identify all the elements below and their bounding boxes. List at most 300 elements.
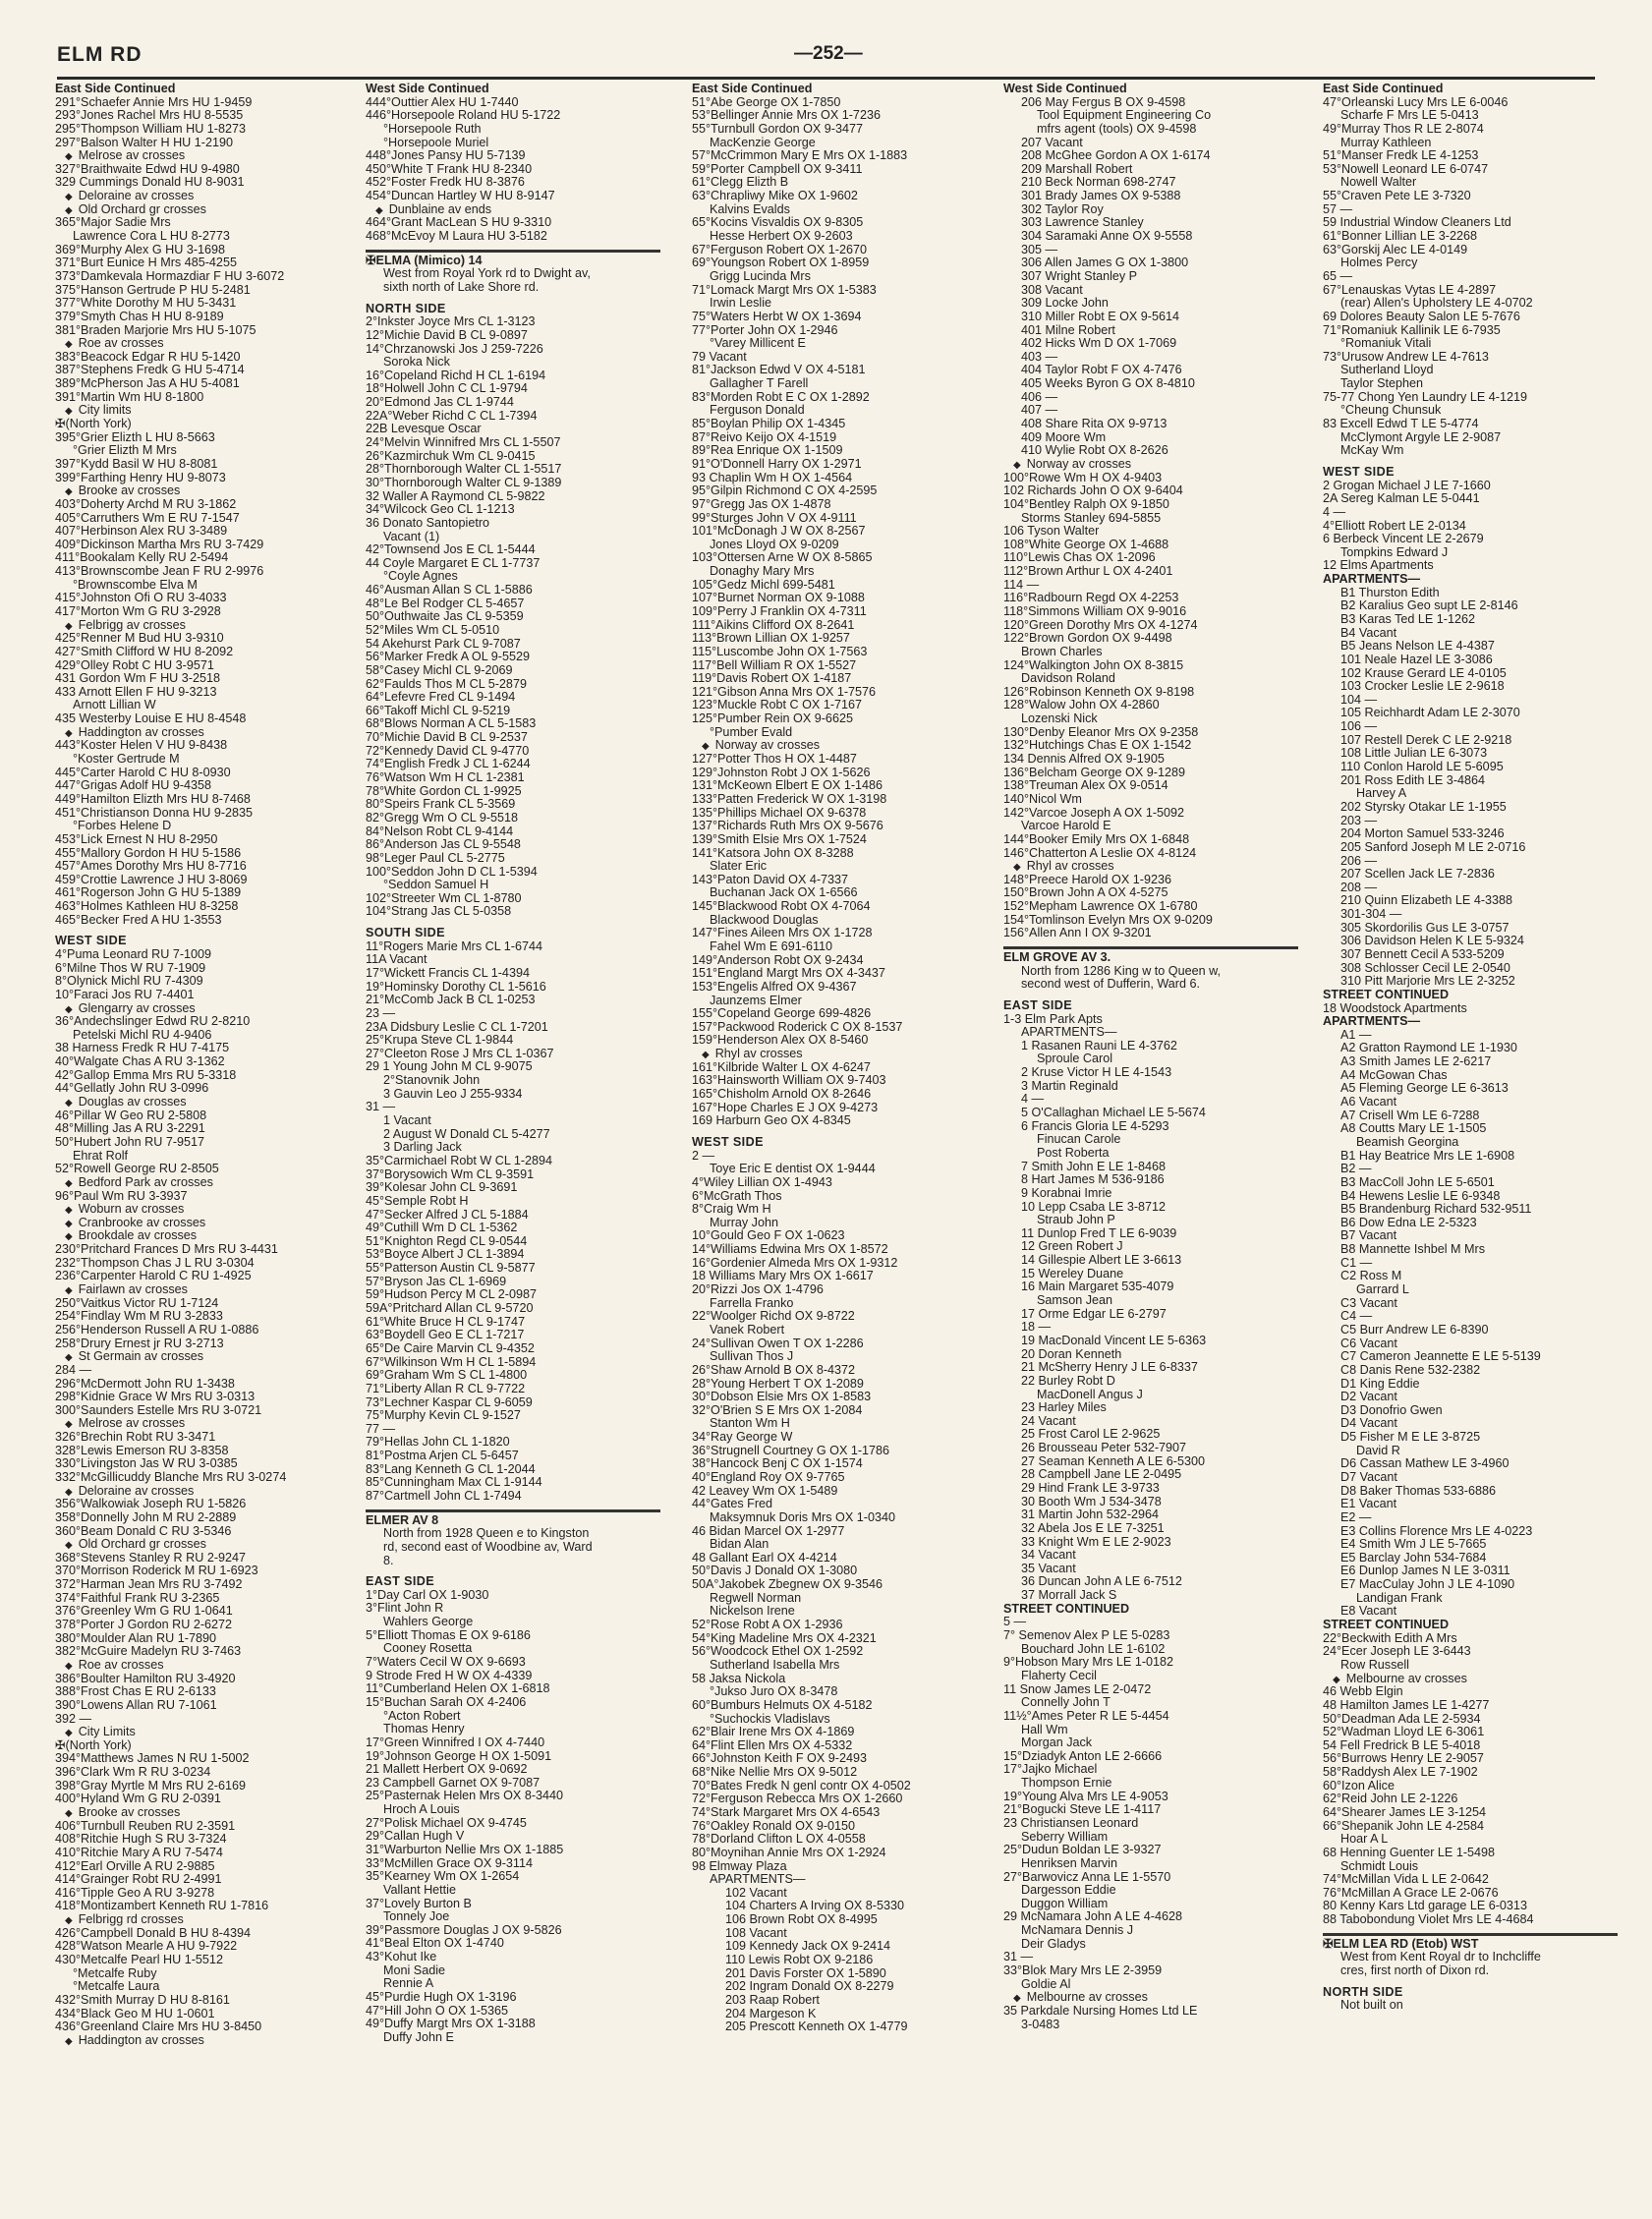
listing-entry: °Brownscombe Elva M bbox=[73, 578, 198, 592]
listing-entry: 295°Thompson William HU 1-8273 bbox=[55, 122, 247, 136]
cross-street-marker: ◆ Melrose av crosses bbox=[55, 149, 350, 163]
listing-entry: 144°Booker Emily Mrs OX 1-6848 bbox=[1003, 832, 1190, 846]
listing-entry: 27°Cleeton Rose J Mrs CL 1-0367 bbox=[366, 1047, 554, 1060]
listing-entry: 59 Industrial Window Cleaners Ltd bbox=[1323, 216, 1511, 230]
listing-entry: 112°Brown Arthur L OX 4-2401 bbox=[1003, 565, 1173, 579]
listing-entry: 81°Jackson Edwd V OX 4-5181 bbox=[692, 364, 866, 377]
listing-entry: 18 — bbox=[1021, 1321, 1052, 1335]
listing-entry: Hall Wm bbox=[1021, 1723, 1068, 1736]
listing-entry: 74°McMillan Vida L LE 2-0642 bbox=[1323, 1873, 1489, 1887]
listing-entry: 306 Davidson Helen K LE 5-9324 bbox=[1340, 935, 1524, 948]
listing-entry: 130°Denby Eleanor Mrs OX 9-2358 bbox=[1003, 725, 1199, 739]
listing-entry: 125°Pumber Rein OX 9-6625 bbox=[692, 712, 853, 726]
street-description: West from Royal York rd to Dwight av, bbox=[383, 267, 591, 281]
listing-entry: B3 MacColl John LE 5-6501 bbox=[1340, 1175, 1495, 1189]
listing-entry: 51°Abe George OX 1-7850 bbox=[692, 95, 841, 109]
listing-entry: 426°Campbell Donald B HU 8-4394 bbox=[55, 1926, 251, 1940]
listing-entry: Arnott Lillian W bbox=[73, 699, 156, 712]
listing-entry: 146°Chatterton A Leslie OX 4-8124 bbox=[1003, 846, 1197, 860]
street-heading: ✠ELMA (Mimico) 14 bbox=[366, 250, 660, 268]
listing-entry: 17°Wickett Francis CL 1-4394 bbox=[366, 967, 530, 980]
listing-entry: 82°Gregg Wm O CL 9-5518 bbox=[366, 811, 519, 825]
listing-entry: B1 Hay Beatrice Mrs LE 1-6908 bbox=[1340, 1149, 1515, 1163]
cross-street-marker: ◆ Haddington av crosses bbox=[55, 726, 350, 740]
listing-entry: Goldie Al bbox=[1021, 1977, 1071, 1991]
listing-entry: Vanek Robert bbox=[710, 1323, 785, 1337]
listing-entry: Fahel Wm E 691-6110 bbox=[710, 940, 833, 953]
listing-entry: 123°Muckle Robt C OX 1-7167 bbox=[692, 699, 863, 712]
listing-entry: 100°Rowe Wm H OX 4-9403 bbox=[1003, 471, 1163, 484]
listing-entry: 46 Webb Elgin bbox=[1323, 1685, 1403, 1699]
listing-entry: 372°Harman Jean Mrs RU 3-7492 bbox=[55, 1578, 243, 1592]
listing-entry: 327°Braithwaite Edwd HU 9-4980 bbox=[55, 162, 240, 176]
listing-entry: 32 Abela Jos E LE 7-3251 bbox=[1021, 1521, 1165, 1535]
listing-entry: 46°Ausman Allan S CL 1-5886 bbox=[366, 584, 533, 597]
listing-entry: 42 Leavey Wm OX 1-5489 bbox=[692, 1484, 838, 1498]
listing-entry: 9°Hobson Mary Mrs LE 1-0182 bbox=[1003, 1656, 1174, 1670]
listing-entry: 80 Kenny Kars Ltd garage LE 6-0313 bbox=[1323, 1900, 1527, 1913]
listing-entry: 380°Moulder Alan RU 1-7890 bbox=[55, 1631, 216, 1645]
listing-entry: 2 August W Donald CL 5-4277 bbox=[383, 1127, 550, 1141]
listing-entry: 25°Pasternak Helen Mrs OX 8-3440 bbox=[366, 1790, 564, 1803]
listing-entry: 70°Bates Fredk N genl contr OX 4-0502 bbox=[692, 1779, 911, 1792]
listing-entry: 30 Booth Wm J 534-3478 bbox=[1021, 1495, 1162, 1508]
listing-entry: 414°Grainger Robt RU 2-4991 bbox=[55, 1873, 222, 1887]
listing-entry: 17°Jajko Michael bbox=[1003, 1763, 1098, 1777]
listing-entry: 63°Boydell Geo E CL 1-7217 bbox=[366, 1329, 525, 1342]
listing-entry: 408 Share Rita OX 9-9713 bbox=[1021, 418, 1168, 431]
listing-entry: 41°Beal Elton OX 1-4740 bbox=[366, 1937, 504, 1951]
listing-entry: B6 Dow Edna LE 2-5323 bbox=[1340, 1216, 1477, 1229]
listing-entry: 114 — bbox=[1003, 578, 1040, 592]
listing-entry: 57°Bryson Jas CL 1-6969 bbox=[366, 1275, 507, 1288]
listing-entry: C2 Ross M bbox=[1340, 1270, 1402, 1283]
listing-entry: E1 Vacant bbox=[1340, 1498, 1397, 1511]
listing-entry: °Metcalfe Ruby bbox=[73, 1966, 157, 1980]
listing-entry: 50°Deadman Ada LE 2-5934 bbox=[1323, 1712, 1481, 1726]
listing-entry: 109°Perry J Franklin OX 4-7311 bbox=[692, 604, 867, 618]
listing-entry: 300°Saunders Estelle Mrs RU 3-0721 bbox=[55, 1403, 262, 1417]
listing-entry: E5 Barclay John 534-7684 bbox=[1340, 1551, 1487, 1565]
listing-entry: 12 Green Robert J bbox=[1021, 1240, 1123, 1254]
listing-entry: 445°Carter Harold C HU 8-0930 bbox=[55, 766, 231, 779]
listing-entry: 37°Borysowich Wm CL 9-3591 bbox=[366, 1167, 535, 1181]
cross-street-marker: ◆ Haddington av crosses bbox=[55, 2034, 350, 2048]
listing-entry: 25 Frost Carol LE 2-9625 bbox=[1021, 1428, 1161, 1442]
listing-entry: E7 MacCulay John J LE 4-1090 bbox=[1340, 1578, 1515, 1592]
listing-entry: 19 MacDonald Vincent LE 5-6363 bbox=[1021, 1334, 1207, 1347]
listing-entry: Flaherty Cecil bbox=[1021, 1669, 1097, 1682]
street-description: sixth north of Lake Shore rd. bbox=[383, 280, 540, 294]
listing-entry: 201 Ross Edith LE 3-4864 bbox=[1340, 773, 1486, 787]
listing-entry: 32 Waller A Raymond CL 5-9822 bbox=[366, 489, 545, 503]
listing-entry: 77°Porter John OX 1-2946 bbox=[692, 323, 838, 337]
listing-entry: 309 Locke John bbox=[1021, 297, 1109, 311]
listing-entry: B5 Jeans Nelson LE 4-4387 bbox=[1340, 640, 1495, 654]
listing-entry: 145°Blackwood Robt OX 4-7064 bbox=[692, 900, 871, 914]
listing-entry: Duffy John E bbox=[383, 2030, 454, 2044]
listing-entry: 73°Lechner Kaspar CL 9-6059 bbox=[366, 1395, 533, 1409]
listing-entry: Finucan Carole bbox=[1037, 1133, 1121, 1147]
listing-entry: 284 — bbox=[55, 1363, 92, 1377]
listing-entry: 113°Brown Lillian OX 1-9257 bbox=[692, 632, 850, 646]
listing-entry: Irwin Leslie bbox=[710, 297, 771, 311]
listing-entry: 55°Patterson Austin CL 9-5877 bbox=[366, 1262, 536, 1276]
listing-entry: A2 Gratton Raymond LE 1-1930 bbox=[1340, 1042, 1517, 1055]
listing-entry: 70°Michie David B CL 9-2537 bbox=[366, 731, 528, 745]
listing-entry: 2°Inkster Joyce Mrs CL 1-3123 bbox=[366, 315, 536, 329]
listing-entry: 75°Murphy Kevin CL 9-1527 bbox=[366, 1409, 521, 1423]
listing-entry: 296°McDermott John RU 1-3438 bbox=[55, 1377, 235, 1391]
listing-entry: Lawrence Cora L HU 8-2773 bbox=[73, 230, 230, 244]
listing-entry: 46°Pillar W Geo RU 2-5808 bbox=[55, 1109, 207, 1122]
listing-entry: 52°Miles Wm CL 5-0510 bbox=[366, 623, 500, 637]
listing-entry: 371°Burt Eunice H Mrs 485-4255 bbox=[55, 256, 237, 270]
listing-entry: 463°Holmes Kathleen HU 8-3258 bbox=[55, 900, 239, 914]
listing-entry: Row Russell bbox=[1340, 1658, 1409, 1672]
listing-entry: 66°Takoff Michl CL 9-5219 bbox=[366, 704, 511, 717]
listing-entry: 89°Rea Enrique OX 1-1509 bbox=[692, 444, 843, 458]
listing-entry: 69°Graham Wm S CL 1-4800 bbox=[366, 1369, 528, 1383]
listing-entry: 392 — bbox=[55, 1712, 92, 1726]
cross-street-marker: ◆ Norway av crosses bbox=[692, 739, 987, 753]
listing-entry: 135°Phillips Michael OX 9-6378 bbox=[692, 806, 867, 820]
listing-entry: 122°Brown Gordon OX 9-4498 bbox=[1003, 632, 1172, 646]
listing-entry: MacKenzie George bbox=[710, 136, 816, 149]
listing-entry: 303 Lawrence Stanley bbox=[1021, 216, 1144, 230]
listing-entry: 165°Chisholm Arnold OX 8-2646 bbox=[692, 1088, 872, 1102]
listing-entry: 59°Hudson Percy M CL 2-0987 bbox=[366, 1288, 537, 1302]
listing-entry: APARTMENTS— bbox=[710, 1873, 806, 1887]
listing-entry: 3-0483 bbox=[1021, 2018, 1060, 2031]
listing-entry: 410°Ritchie Mary A RU 7-5474 bbox=[55, 1846, 223, 1859]
listing-entry: 98°Leger Paul CL 5-2775 bbox=[366, 851, 505, 865]
listing-entry: 28°Thornborough Walter CL 1-5517 bbox=[366, 463, 562, 477]
listing-entry: 51°Knighton Regd CL 9-0544 bbox=[366, 1234, 528, 1248]
listing-entry: 431 Gordon Wm F HU 3-2518 bbox=[55, 672, 220, 686]
listing-entry: 22A°Weber Richd C CL 1-7394 bbox=[366, 409, 538, 423]
listing-entry: Storms Stanley 694-5855 bbox=[1021, 511, 1162, 525]
listing-entry: 52°Rowell George RU 2-8505 bbox=[55, 1163, 219, 1176]
listing-entry: 34 Vacant bbox=[1021, 1549, 1076, 1563]
listing-entry: 236°Carpenter Harold C RU 1-4925 bbox=[55, 1270, 252, 1283]
listing-entry: Post Roberta bbox=[1037, 1146, 1110, 1160]
listing-entry: 31 — bbox=[366, 1101, 396, 1114]
listing-entry: 57 — bbox=[1323, 202, 1353, 216]
listing-entry: 52°Wadman Lloyd LE 6-3061 bbox=[1323, 1726, 1485, 1739]
listing-entry: 205 Prescott Kenneth OX 1-4779 bbox=[725, 2020, 908, 2034]
listing-entry: 62°Blair Irene Mrs OX 4-1869 bbox=[692, 1726, 855, 1739]
listing-entry: 37°Lovely Burton B bbox=[366, 1897, 472, 1910]
listing-entry: 208 — bbox=[1340, 881, 1378, 894]
listing-entry: 15 Wereley Duane bbox=[1021, 1267, 1124, 1280]
listing-entry: 120°Green Dorothy Mrs OX 4-1274 bbox=[1003, 618, 1198, 632]
listing-entry: °Romaniuk Vitali bbox=[1340, 337, 1432, 351]
listing-entry: 409°Dickinson Martha Mrs RU 3-7429 bbox=[55, 538, 264, 551]
listing-entry: 47°Hill John O OX 1-5365 bbox=[366, 2004, 509, 2018]
listing-entry: 391°Martin Wm HU 8-1800 bbox=[55, 390, 204, 404]
listing-entry: McClymont Argyle LE 2-9087 bbox=[1340, 430, 1502, 444]
section-heading: WEST SIDE bbox=[55, 935, 127, 948]
listing-entry: 31°Warburton Nellie Mrs OX 1-1885 bbox=[366, 1844, 564, 1856]
continued-heading: STREET CONTINUED bbox=[1323, 988, 1450, 1001]
listing-entry: C3 Vacant bbox=[1340, 1296, 1397, 1310]
listing-entry: 87°Reivo Keijo OX 4-1519 bbox=[692, 430, 837, 444]
listing-entry: 22B Levesque Oscar bbox=[366, 423, 482, 436]
listing-entry: 381°Braden Marjorie Mrs HU 5-1075 bbox=[55, 323, 256, 337]
cross-street-marker: ◆ Felbrigg rd crosses bbox=[55, 1913, 350, 1927]
cross-street-marker: ◆ Felbrigg av crosses bbox=[55, 619, 350, 633]
listing-entry: 44 Coyle Margaret E CL 1-7737 bbox=[366, 556, 541, 570]
listing-entry: 12°Michie David B CL 9-0897 bbox=[366, 328, 528, 342]
listing-entry: 297°Balson Walter H HU 1-2190 bbox=[55, 136, 233, 149]
listing-entry: 56°Marker Fredk A OL 9-5529 bbox=[366, 651, 530, 664]
listing-entry: 304 Saramaki Anne OX 9-5558 bbox=[1021, 230, 1193, 244]
listing-entry: 310 Miller Robt E OX 9-5614 bbox=[1021, 310, 1180, 323]
listing-entry: 50°Hubert John RU 7-9517 bbox=[55, 1135, 205, 1149]
listing-entry: 147°Fines Aileen Mrs OX 1-1728 bbox=[692, 927, 873, 940]
listing-entry: 2 Kruse Victor H LE 4-1543 bbox=[1021, 1066, 1172, 1080]
listing-entry: 47°Orleanski Lucy Mrs LE 6-0046 bbox=[1323, 95, 1509, 109]
listing-entry: 59A°Pritchard Allan CL 9-5720 bbox=[366, 1302, 534, 1316]
listing-entry: 69°Youngson Robert OX 1-8959 bbox=[692, 256, 870, 270]
listing-entry: 8°Olynick Michl RU 7-4309 bbox=[55, 975, 203, 989]
listing-entry: D7 Vacant bbox=[1340, 1470, 1397, 1484]
listing-entry: 17°Green Winnifred I OX 4-7440 bbox=[366, 1735, 545, 1749]
listing-entry: 3 Darling Jack bbox=[383, 1141, 462, 1155]
listing-entry: 5°Elliott Thomas E OX 9-6186 bbox=[366, 1628, 531, 1642]
listing-entry: 400°Hyland Wm G RU 2-0391 bbox=[55, 1792, 221, 1806]
listing-entry: 34°Ray George W bbox=[692, 1431, 793, 1445]
listing-entry: Petelski Michl RU 4-9406 bbox=[73, 1028, 212, 1042]
listing-entry: 71°Lomack Margt Mrs OX 1-5383 bbox=[692, 283, 877, 297]
listing-entry: 306 Allen James G OX 1-3800 bbox=[1021, 256, 1189, 270]
listing-entry: Lozenski Nick bbox=[1021, 712, 1098, 726]
listing-entry: 20°Rizzi Jos OX 1-4796 bbox=[692, 1283, 824, 1297]
listing-entry: 258°Drury Ernest jr RU 3-2713 bbox=[55, 1337, 224, 1350]
listing-entry: 124°Walkington John OX 8-3815 bbox=[1003, 658, 1184, 672]
listing-entry: 159°Henderson Alex OX 8-5460 bbox=[692, 1034, 869, 1048]
listing-entry: 24°Sullivan Owen T OX 1-2286 bbox=[692, 1337, 864, 1350]
listing-entry: 11°Cumberland Helen OX 1-6818 bbox=[366, 1682, 550, 1696]
listing-entry: 40°Walgate Chas A RU 3-1362 bbox=[55, 1055, 225, 1069]
listing-entry: ✠(North York) bbox=[55, 1738, 132, 1752]
listing-entry: 132°Hutchings Chas E OX 1-1542 bbox=[1003, 739, 1192, 753]
listing-entry: 55°Craven Pete LE 3-7320 bbox=[1323, 190, 1471, 203]
listing-entry: 76°Oakley Ronald OX 9-0150 bbox=[692, 1819, 856, 1833]
street-description: North from 1286 King w to Queen w, bbox=[1021, 964, 1222, 978]
listing-entry: 369°Murphy Alex G HU 3-1698 bbox=[55, 243, 226, 256]
listing-entry: 39°Kolesar John CL 9-3691 bbox=[366, 1181, 518, 1195]
listing-entry: 54°King Madeline Mrs OX 4-2321 bbox=[692, 1631, 877, 1645]
listing-entry: A5 Fleming George LE 6-3613 bbox=[1340, 1082, 1509, 1096]
listing-entry: 121°Gibson Anna Mrs OX 1-7576 bbox=[692, 685, 877, 699]
listing-entry: 30°Dobson Elsie Mrs OX 1-8583 bbox=[692, 1391, 872, 1404]
listing-entry: 143°Paton David OX 4-7337 bbox=[692, 873, 849, 886]
listing-entry: °Coyle Agnes bbox=[383, 570, 458, 584]
listing-entry: 131°McKeown Elbert E OX 1-1486 bbox=[692, 779, 883, 793]
listing-entry: 117°Bell William R OX 1-5527 bbox=[692, 658, 857, 672]
cross-street-marker: ◆ Melbourne av crosses bbox=[1323, 1673, 1618, 1686]
listing-entry: 20 Doran Kenneth bbox=[1021, 1347, 1122, 1361]
listing-entry: 449°Hamilton Elizth Mrs HU 8-7468 bbox=[55, 792, 251, 806]
listing-entry: 365°Major Sadie Mrs bbox=[55, 216, 171, 230]
listing-entry: 2 — bbox=[692, 1149, 715, 1163]
listing-entry: 106 Tyson Walter bbox=[1003, 525, 1100, 539]
listing-entry: APARTMENTS— bbox=[1021, 1026, 1117, 1040]
cross-street-marker: ◆ Old Orchard gr crosses bbox=[55, 1538, 350, 1552]
continued-heading: East Side Continued bbox=[692, 83, 813, 95]
listing-entry: 204 Margeson K bbox=[725, 2007, 817, 2020]
listing-entry: 101 Neale Hazel LE 3-3086 bbox=[1340, 653, 1493, 666]
listing-entry: Regwell Norman bbox=[710, 1591, 802, 1605]
listing-entry: 65 — bbox=[1323, 269, 1353, 283]
listing-entry: 6 Francis Gloria LE 4-5293 bbox=[1021, 1119, 1169, 1133]
listing-entry: 10°Faraci Jos RU 7-4401 bbox=[55, 988, 195, 1001]
listing-entry: Tonnely Joe bbox=[383, 1910, 450, 1924]
listing-entry: 87°Cartmell John CL 1-7494 bbox=[366, 1489, 522, 1503]
listing-entry: 33°Blok Mary Mrs LE 2-3959 bbox=[1003, 1964, 1163, 1978]
listing-entry: 4 — bbox=[1323, 505, 1346, 519]
listing-entry: 405°Carruthers Wm E RU 7-1547 bbox=[55, 511, 240, 525]
listing-entry: 32°O'Brien S E Mrs OX 1-2084 bbox=[692, 1403, 863, 1417]
listing-entry: 26°Shaw Arnold B OX 8-4372 bbox=[692, 1363, 856, 1377]
listing-entry: 105 Reichhardt Adam LE 2-3070 bbox=[1340, 707, 1520, 720]
listing-entry: 453°Lick Ernest N HU 8-2950 bbox=[55, 832, 218, 846]
listing-entry: 116°Radbourn Regd OX 4-2253 bbox=[1003, 592, 1179, 605]
listing-entry: 68°Nike Nellie Mrs OX 9-5012 bbox=[692, 1766, 858, 1780]
listing-entry: 80°Speirs Frank CL 5-3569 bbox=[366, 798, 516, 812]
listing-entry: 111°Aikins Clifford OX 8-2641 bbox=[692, 618, 855, 632]
cross-street-marker: ◆ Rhyl av crosses bbox=[692, 1048, 987, 1061]
listing-entry: Vacant (1) bbox=[383, 530, 440, 543]
listing-entry: 293°Jones Rachel Mrs HU 8-5535 bbox=[55, 109, 244, 123]
listing-entry: Tool Equipment Engineering Co bbox=[1037, 109, 1212, 123]
listing-entry: 398°Gray Myrtle M Mrs RU 2-6169 bbox=[55, 1779, 246, 1792]
listing-entry: Brown Charles bbox=[1021, 645, 1103, 658]
listing-entry: 207 Vacant bbox=[1021, 136, 1083, 149]
listing-entry: 153°Engelis Alfred OX 9-4367 bbox=[692, 980, 857, 994]
listing-entry: 98 Elmway Plaza bbox=[692, 1859, 787, 1873]
section-heading: EAST SIDE bbox=[366, 1575, 435, 1589]
listing-entry: °Grier Elizth M Mrs bbox=[73, 444, 177, 458]
listing-entry: 37 Morrall Jack S bbox=[1021, 1589, 1117, 1603]
listing-entry: D6 Cassan Mathew LE 3-4960 bbox=[1340, 1457, 1510, 1471]
listing-entry: 430°Metcalfe Pearl HU 1-5512 bbox=[55, 1954, 223, 1967]
listing-entry: C1 — bbox=[1340, 1256, 1373, 1270]
listing-entry: 67°Lenauskas Vytas LE 4-2897 bbox=[1323, 283, 1497, 297]
listing-entry: 129°Johnston Robt J OX 1-5626 bbox=[692, 766, 871, 779]
listing-entry: 107°Burnet Norman OX 9-1088 bbox=[692, 592, 865, 605]
listing-entry: 401 Milne Robert bbox=[1021, 323, 1115, 337]
listing-entry: Moni Sadie bbox=[383, 1963, 446, 1977]
listing-entry: 84°Nelson Robt CL 9-4144 bbox=[366, 825, 514, 838]
street-description: West from Kent Royal dr to Inchcliffe bbox=[1340, 1951, 1541, 1964]
listing-entry: 47°Secker Alfred J CL 5-1884 bbox=[366, 1208, 529, 1222]
listing-entry: 61°Clegg Elizth B bbox=[692, 176, 789, 190]
listing-entry: 36°Andechslinger Edwd RU 2-8210 bbox=[55, 1015, 251, 1029]
listing-entry: 11°Rogers Marie Mrs CL 1-6744 bbox=[366, 939, 543, 953]
listing-entry: 206 May Fergus B OX 9-4598 bbox=[1021, 95, 1186, 109]
listing-entry: MacDonell Angus J bbox=[1037, 1388, 1143, 1401]
listing-entry: Stanton Wm H bbox=[710, 1417, 790, 1431]
listing-entry: 66°Johnston Keith F OX 9-2493 bbox=[692, 1752, 867, 1766]
listing-entry: 140°Nicol Wm bbox=[1003, 792, 1082, 806]
listing-entry: °Cheung Chunsuk bbox=[1340, 404, 1442, 418]
listing-entry: 51°Manser Fredk LE 4-1253 bbox=[1323, 149, 1479, 163]
listing-entry: 42°Gallop Emma Mrs RU 5-3318 bbox=[55, 1068, 237, 1082]
listing-entry: 29 Hind Frank LE 3-9733 bbox=[1021, 1481, 1160, 1495]
listing-entry: Farrella Franko bbox=[710, 1296, 794, 1310]
cross-street-marker: ◆ Fairlawn av crosses bbox=[55, 1283, 350, 1297]
listing-entry: 403 — bbox=[1021, 350, 1058, 364]
listing-entry: 72°Kennedy David CL 9-4770 bbox=[366, 744, 530, 758]
listing-entry: 379°Smyth Chas H HU 8-9189 bbox=[55, 310, 224, 323]
listing-entry: 9 Strode Fred H W OX 4-4339 bbox=[366, 1669, 533, 1682]
listing-entry: 50A°Jakobek Zbegnew OX 9-3546 bbox=[692, 1578, 883, 1592]
listing-entry: 27 Seaman Kenneth A LE 6-5300 bbox=[1021, 1454, 1205, 1468]
listing-entry: 202 Ingram Donald OX 8-2279 bbox=[725, 1980, 894, 1994]
listing-entry: 91°O'Donnell Harry OX 1-2971 bbox=[692, 457, 862, 471]
listing-entry: 433 Arnott Ellen F HU 9-3213 bbox=[55, 685, 217, 699]
listing-entry: 29 1 Young John M CL 9-9075 bbox=[366, 1060, 533, 1074]
listing-entry: 373°Damkevala Hormazdiar F HU 3-6072 bbox=[55, 269, 285, 283]
listing-entry: 60°Bumburs Helmuts OX 4-5182 bbox=[692, 1698, 873, 1712]
listing-entry: 8 Hart James M 536-9186 bbox=[1021, 1173, 1165, 1187]
listing-entry: 6°Milne Thos W RU 7-1909 bbox=[55, 961, 206, 975]
listing-entry: 444°Outtier Alex HU 1-7440 bbox=[366, 95, 519, 109]
listing-entry: 14°Williams Edwina Mrs OX 1-8572 bbox=[692, 1243, 888, 1257]
listing-entry: Sutherland Isabella Mrs bbox=[710, 1658, 840, 1672]
listing-entry: 115°Luscombe John OX 1-7563 bbox=[692, 645, 868, 658]
listing-entry: 74°Stark Margaret Mrs OX 4-6543 bbox=[692, 1806, 881, 1819]
listing-entry: 206 — bbox=[1340, 854, 1378, 868]
listing-entry: 137°Richards Ruth Mrs OX 9-5676 bbox=[692, 820, 883, 833]
listing-entry: 61°White Bruce H CL 9-1747 bbox=[366, 1315, 526, 1329]
listing-entry: 377°White Dorothy M HU 5-3431 bbox=[55, 297, 237, 311]
cross-street-marker: ◆ Brooke av crosses bbox=[55, 484, 350, 498]
listing-entry: 44°Gellatly John RU 3-0996 bbox=[55, 1082, 209, 1096]
listing-entry: 48°Milling Jas A RU 3-2291 bbox=[55, 1122, 205, 1136]
listing-entry: 4°Elliott Robert LE 2-0134 bbox=[1323, 519, 1466, 533]
listing-entry: 416°Tipple Geo A RU 3-9278 bbox=[55, 1886, 215, 1900]
listing-entry: Bouchard John LE 1-6102 bbox=[1021, 1642, 1166, 1656]
listing-entry: 11½°Ames Peter R LE 5-4454 bbox=[1003, 1709, 1169, 1723]
listing-entry: Gallagher T Farell bbox=[710, 377, 809, 391]
listing-entry: 1 Vacant bbox=[383, 1114, 431, 1128]
listing-entry: 148°Preece Harold OX 1-9236 bbox=[1003, 873, 1171, 886]
directory-column-4 bbox=[1003, 83, 1298, 2205]
listing-entry: Sproule Carol bbox=[1037, 1053, 1113, 1066]
listing-entry: 209 Marshall Robert bbox=[1021, 162, 1133, 176]
listing-entry: 454°Duncan Hartley W HU 8-9147 bbox=[366, 190, 555, 203]
listing-entry: 38°Hancock Benj C OX 1-1574 bbox=[692, 1457, 863, 1471]
listing-entry: 406°Turnbull Reuben RU 2-3591 bbox=[55, 1819, 236, 1833]
listing-entry: 80°Moynihan Annie Mrs OX 1-2924 bbox=[692, 1846, 886, 1859]
listing-entry: 69 Dolores Beauty Salon LE 5-7676 bbox=[1323, 310, 1520, 323]
listing-entry: A6 Vacant bbox=[1340, 1096, 1397, 1110]
cross-street-marker: ◆ Cranbrooke av crosses bbox=[55, 1217, 350, 1230]
listing-entry: °Jukso Juro OX 8-3478 bbox=[710, 1685, 838, 1699]
listing-entry: 63°Chrapliwy Mike OX 1-9602 bbox=[692, 190, 858, 203]
listing-entry: 76°Watson Wm H CL 1-2381 bbox=[366, 771, 525, 785]
cross-street-marker: ◆ Woburn av crosses bbox=[55, 1203, 350, 1217]
listing-entry: 4 — bbox=[1021, 1093, 1045, 1107]
street-description: rd, second east of Woodbine av, Ward bbox=[383, 1540, 593, 1554]
listing-entry: 2A Sereg Kalman LE 5-0441 bbox=[1323, 492, 1480, 506]
listing-entry: 452°Foster Fredk HU 8-3876 bbox=[366, 176, 525, 190]
listing-entry: 24°Melvin Winnifred Mrs CL 1-5507 bbox=[366, 436, 561, 450]
